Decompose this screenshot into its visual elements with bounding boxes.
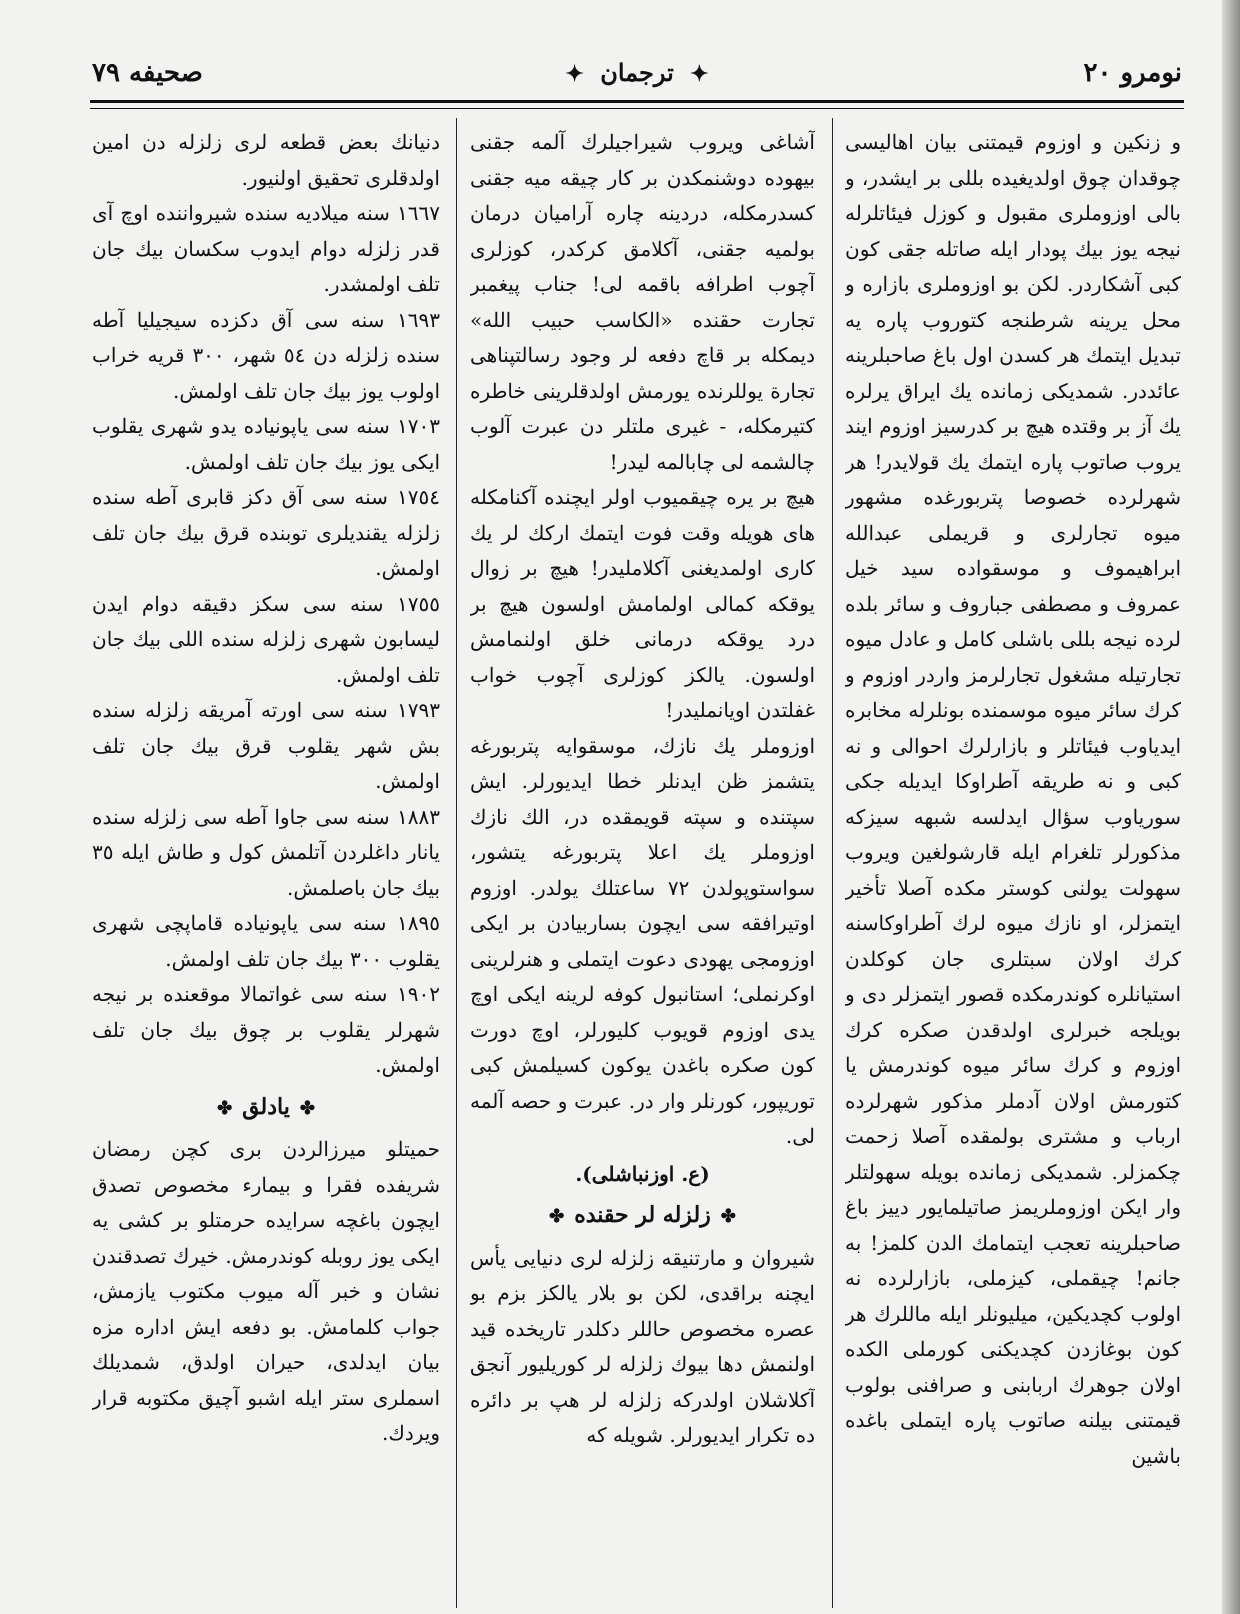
page-header <box>92 52 1182 102</box>
earthquake-list-item: ١٧٩٣ سنه سى اورته آمريقه زلزله سنده بش شهر يقلوب قرق بيك جان تلف اولمش. <box>92 698 440 793</box>
earthquake-list-item: ١٨٩٥ سنه سى ياپونياده قاماپچى شهرى يقلوب ٣٠٠ بيك جان تلف اولمش. <box>92 911 440 971</box>
page-edge-shadow <box>1222 0 1240 1614</box>
column-middle-paragraph: آشاغى ويروب شيراجيلرك آلمه جقنى بيهوده دوشنمكدن بر كار چيقه ميه جقنى كسدرمكله، دردينه چاره آراميان درمان بولميه جقنى، آكلامق كركدر، كوزلرى آچوب اطرافه باقمه لى! جناب پيغمبر تجارت حقنده «الكاسب حبيب الله» ديمكله بر قاچ دفعه لر وجود رسالتپناهى تجارة يوللرنده يورمش اولدقلرينى خاطره كتيرمكله، - غيرى ملتلر دن عبرت آلوب چالشمه لى چابالمه ليدر! <box>470 130 815 474</box>
ornament-icon: ✤ <box>299 1097 315 1119</box>
section-heading-text: يادلق <box>242 1093 290 1120</box>
column-middle <box>470 125 815 1605</box>
masthead-title <box>557 58 716 87</box>
column-right-paragraph: و زنكين و اوزوم قيمتنى بيان اهاليسى چوقدان چوق اولديغيده بللى بر ايشدر، و بالى اوزوملرى مقبول و كوزل فيئاتلرله نيجه يوز بيك پودار ايله صاتله جقى كون كبى آشكاردر. لكن بو اوزوملرى بازاره و محل يرينه شرطنجه كتوروب پاره يه تبديل ايتمك هر كسدن اول باغ صاحبلرينه عائددر. شمديكى زمانده يك ايراق يرلره يك آز بر وقتده هيچ بر كدرسيز اوزوم ايند يروب صاتوب پاره ايتمك يك قولايدر! هر شهرلرده خصوصا پتربورغده مشهور ميوه تجارلرى و قريملى عبدالله ابراهيموف و موسقواده سيد خيل عمروف و مصطفى جباروف و سائر بلده لرده نيجه بللى باشلى كامل و عادل ميوه تجارتيله مشغول تجارلرمز واردر اوزوم و كرك سائر ميوه موسمنده بونلرله مخابره ايدياوب فيئاتلر و بازارلرك احوالى و نه كبى و نه طريقه آطراوكا ايديله جكى سورياوب سؤال ايدلسه شبهه سيزكه مذكورلر تلغرام ايله قارشولغين ويروب سهولت يولنى كوستر مكده آصلا تأخير ايتمزلر، او نازك ميوه لرك آطراوكاسنه كرك اولان سبتلرى جان كوكلدن استيانلره كوندرمكده قصور ايتمزلر دى و بويلجه خبرلرى اولدقدن صكره كرك اوزوم و كرك سائر ميوه كوندرمش يا كتورمش اولان آدملر مذكور شهرلرده ارباب و مشترى بولمقده آصلا زحمت چكمزلر. شمديكى زمانده بويله سهولتلر وار ايكن اوزوملريمز صاتيلمايور دييز باغ صاحبلرينه تعجب ايتمامك الدن كلمز! به جانم! چيقملى، كيزملى، بازارلرده نه اولوب كچديكين، ميليونلر ايله ماللرك هر كون بوغازدن كچديكنى كورملى الكده اولان جوهرك اربابنى و صرافنى بولوب قيمتنى بيلنه صاتوب پاره ايتملى باغده باشين <box>845 130 1181 1468</box>
column-right <box>845 125 1181 1605</box>
issue-number: نومرو ٢٠ <box>1083 58 1182 88</box>
ornament-left-icon: ✦ <box>565 61 584 87</box>
header-rule-thick <box>90 100 1184 103</box>
earthquake-list-item: ١٨٨٣ سنه سى جاوا آطه سى زلزله سنده يانار داغلردن آتلمش كول و طاش ايله ٣٥ بيك جان باصلمش. <box>92 804 440 900</box>
masthead-title-text: ترجمان <box>600 58 674 87</box>
section-heading-memo <box>92 1090 440 1127</box>
column-middle-paragraph: هيچ بر يره چيقميوب اولر ايچنده آكنامكله هاى هويله وقت فوت ايتمك اركك لر يك كارى اولمديغنى آكلامليدر! هيچ بر زوال يوقكه كمالى اولمامش اولسون هيچ بر درد يوقكه درمانى خلق اولنمامش اولسون. يالكز كوزلرى آچوب خواب غفلتدن اويانمليدر! <box>470 485 815 722</box>
column-divider-2 <box>456 118 457 1608</box>
ornament-icon: ✤ <box>217 1097 233 1119</box>
earthquake-list-item: ١٧٥٤ سنه سى آق دكز قابرى آطه سنده زلزله يقنديلرى توبنده قرق بيك جان تلف اولمش. <box>92 485 440 580</box>
ornament-right-icon: ✦ <box>690 61 709 87</box>
earthquake-list-item: ١٦٩٣ سنه سى آق دكزده سيجيليا آطه سنده زلزله دن ٥٤ شهر، ٣٠٠ قريه خراب اولوب يوز بيك جان تلف اولمش. <box>92 307 440 403</box>
section-heading-text: زلزله لر حقنده <box>574 1202 711 1228</box>
column-divider-1 <box>832 118 833 1608</box>
section-heading-earthquakes <box>470 1198 815 1235</box>
ornament-icon: ✤ <box>720 1206 736 1227</box>
earthquake-list-item: ١٩٠٢ سنه سى غواتمالا موقعنده بر نيجه شهرلر يقلوب بر چوق بيك جان تلف اولمش. <box>92 982 440 1077</box>
header-rule-thin <box>90 108 1184 109</box>
earthquake-list-item: ١٧٥٥ سنه سى سكز دقيقه دوام ايدن ليسابون شهرى زلزله سنده اللى بيك جان تلف اولمش. <box>92 591 440 687</box>
earthquake-list-item: ١٧٠٣ سنه سى ياپونياده يدو شهرى يقلوب ايكى يوز بيك جان تلف اولمش. <box>92 414 440 474</box>
earthquake-list-item: دنيانك بعض قطعه لرى زلزله دن امين اولدقلرى تحقيق اولنيور. <box>92 130 440 190</box>
page-number: صحيفه ٧٩ <box>92 58 203 88</box>
column-middle-section-paragraph: شيروان و مارتنيقه زلزله لرى دنيايى يأس ايچنه براقدى، لكن بو بلار يالكز بزم بو عصره مخصوص حاللر دكلدر تاريخده قيد اولنمش دها بيوك زلزله لر كوريليور آنجق آكلاشلان اولدركه زلزله لر هپ بر دائره ده تكرار ايديورلر. شويله كه <box>470 1245 815 1447</box>
column-left-section-paragraph: حميتلو ميرزالردن برى كچن رمضان شريفده فقرا و بيمارء مخصوص تصدق ايچون باغچه سرايده حرمتلو بر كشى يه ايكى يوز روبله كوندرمش. خيرك تصدقندن نشان و خبر آله ميوب مكتوب يازمش، جواب كلمامش. بو دفعه ايش اداره مزه بيان ايدلدى، حيران اولدق، شمديلك اسملرى ستر ايله اشبو آچيق مكتوبه قرار ويردك. <box>92 1137 440 1445</box>
column-left <box>92 125 440 1605</box>
earthquake-list-item: ١٦٦٧ سنه ميلاديه سنده شيرواننده اوچ آى قدر زلزله دوام ايدوب سكسان بيك جان تلف اولمشدر. <box>92 201 440 296</box>
ornament-icon: ✤ <box>549 1206 565 1227</box>
column-middle-paragraph: اوزوملر يك نازك، موسقوايه پتربورغه يتشمز ظن ايدنلر خطا ايديورلر. ايش سپتنده و سپته قويمقده در، الك نازك اوزوملر يك اعلا پتربورغه يتشور، سواستوپولدن ٧٢ ساعتلك يولدر. اوزوم اوتيرافقه سى ايچون بساربيادن بر ايكى اوزومجى يهودى دعوت ايتملى و هنرلرينى اوكرنملى؛ استانبول كوفه لرينه ايكى اوچ يدى اوزوم قويوب كليورلر، اوچ دورت كون صكره باغدن يوكون كسيلمش كبى توريپور، كورنلر وار در. عبرت و حصه آلمه لى. <box>470 733 815 1148</box>
author-signature: (ع. اوزنباشلى). <box>575 1161 710 1186</box>
